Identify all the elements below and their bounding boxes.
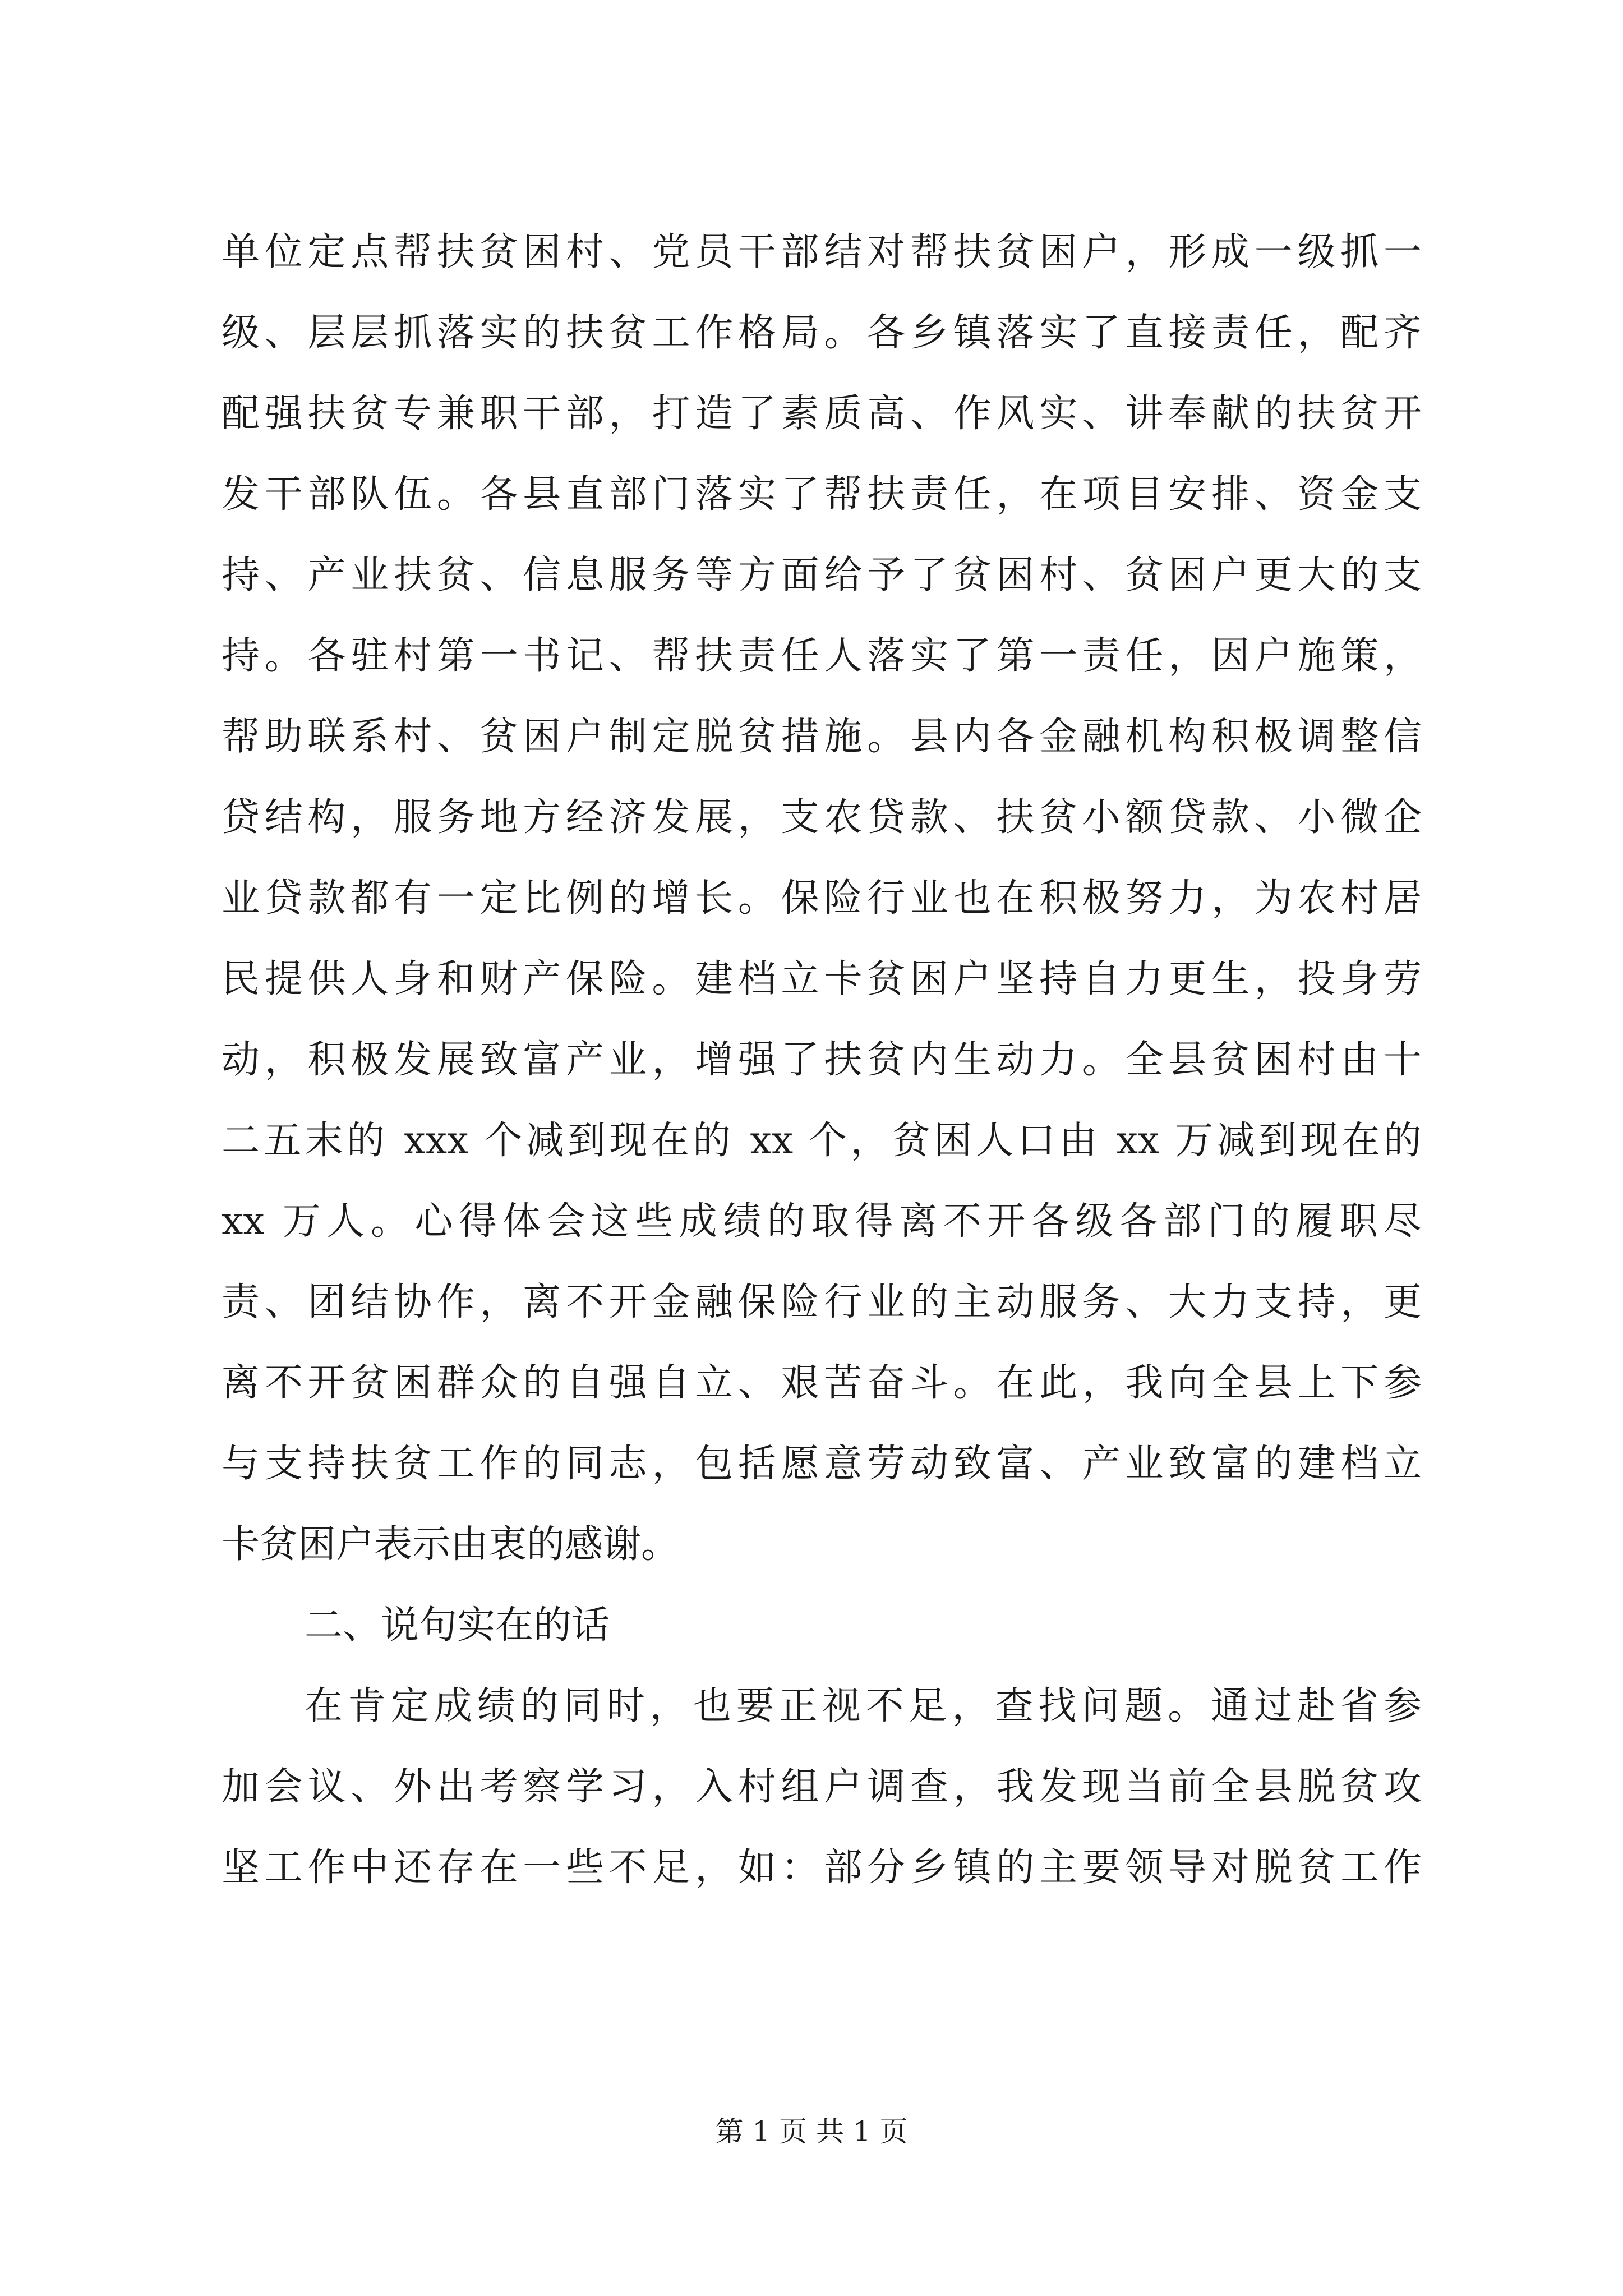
paragraph-end-line: 卡贫困户表示由衷的感谢。 bbox=[222, 1522, 680, 1567]
text-line: 发干部队伍。各县直部门落实了帮扶责任，在项目安排、资金支 bbox=[222, 472, 1422, 517]
paragraph-first-line: 在肯定成绩的同时，也要正视不足，查找问题。通过赴省参 bbox=[305, 1684, 1422, 1728]
text-line: 级、层层抓落实的扶贫工作格局。各乡镇落实了直接责任，配齐 bbox=[222, 311, 1422, 355]
section-heading: 二、说句实在的话 bbox=[305, 1603, 610, 1648]
text-line: 坚工作中还存在一些不足，如：部分乡镇的主要领导对脱贫工作 bbox=[222, 1846, 1422, 1890]
text-line: 持、产业扶贫、信息服务等方面给予了贫困村、贫困户更大的支 bbox=[222, 553, 1422, 597]
text-line: 二五末的 xxx 个减到现在的 xx 个，贫困人口由 xx 万减到现在的 bbox=[222, 1119, 1422, 1163]
text-line: 动，积极发展致富产业，增强了扶贫内生动力。全县贫困村由十 bbox=[222, 1038, 1422, 1082]
page-number-footer: 第 1 页 共 1 页 bbox=[715, 2115, 908, 2148]
text-line: 与支持扶贫工作的同志，包括愿意劳动致富、产业致富的建档立 bbox=[222, 1442, 1422, 1486]
text-line: 民提供人身和财产保险。建档立卡贫困户坚持自力更生，投身劳 bbox=[222, 957, 1422, 1001]
body-text bbox=[222, 212, 1422, 1908]
text-line: 单位定点帮扶贫困村、党员干部结对帮扶贫困户，形成一级抓一 bbox=[222, 230, 1422, 274]
text-line: 贷结构，服务地方经济发展，支农贷款、扶贫小额贷款、小微企 bbox=[222, 795, 1422, 840]
text-line: xx 万人。心得体会这些成绩的取得离不开各级各部门的履职尽 bbox=[222, 1199, 1422, 1244]
text-line: 配强扶贫专兼职干部，打造了素质高、作风实、讲奉献的扶贫开 bbox=[222, 392, 1422, 436]
text-line: 帮助联系村、贫困户制定脱贫措施。县内各金融机构积极调整信 bbox=[222, 715, 1422, 759]
text-line: 持。各驻村第一书记、帮扶责任人落实了第一责任，因户施策， bbox=[222, 634, 1422, 678]
text-line: 责、团结协作，离不开金融保险行业的主动服务、大力支持，更 bbox=[222, 1280, 1422, 1324]
text-line: 业贷款都有一定比例的增长。保险行业也在积极努力，为农村居 bbox=[222, 876, 1422, 921]
text-line: 加会议、外出考察学习，入村组户调查，我发现当前全县脱贫攻 bbox=[222, 1765, 1422, 1809]
text-line: 离不开贫困群众的自强自立、艰苦奋斗。在此，我向全县上下参 bbox=[222, 1361, 1422, 1405]
